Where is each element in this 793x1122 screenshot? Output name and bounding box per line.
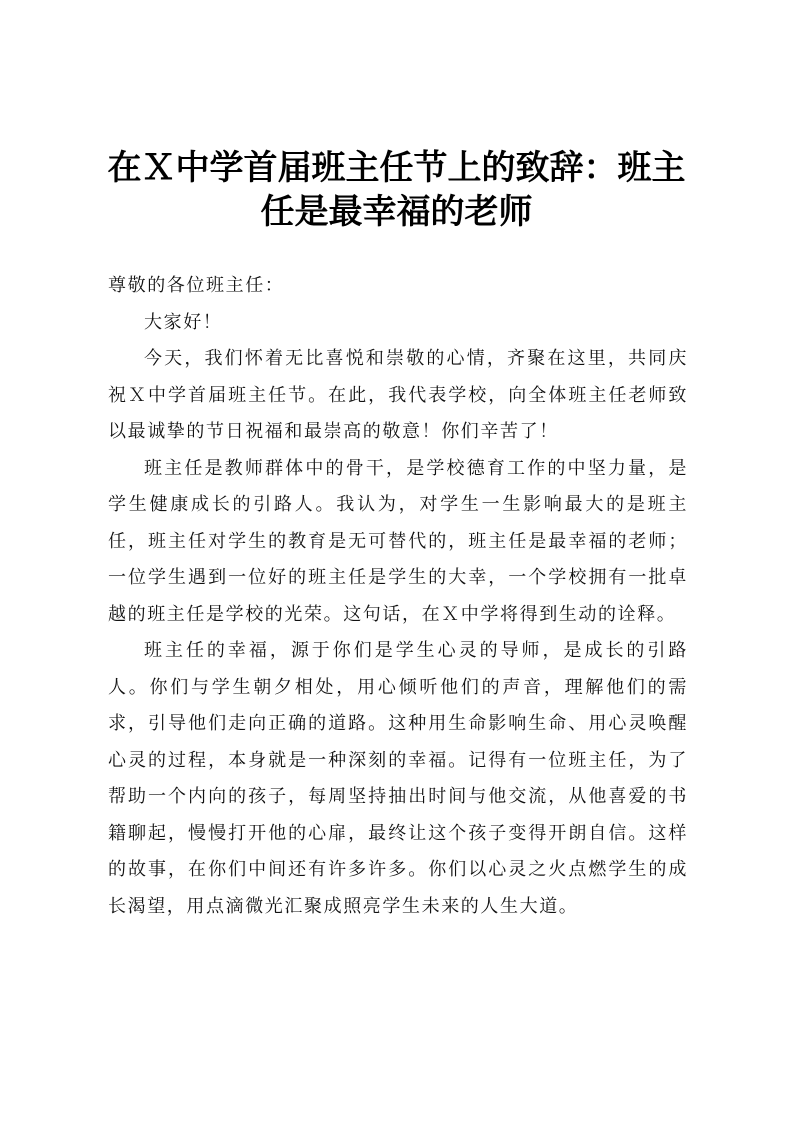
paragraph-happiness: 班主任的幸福，源于你们是学生心灵的导师，是成长的引路人。你们与学生朝夕相处，用心倾听他们的声音，理解他们的需求，引导他们走向正确的道路。这种用生命影响生命、用心灵唤醒心灵的过程，本身就是一种深刻的幸福。记得有一位班主任，为了帮助一个内向的孩子，每周坚持抽出时间与他交流，从他喜爱的书籍聊起，慢慢打开他的心扉，最终让这个孩子变得开朗自信。这样的故事，在你们中间还有许多许多。你们以心灵之火点燃学生的成长渴望，用点滴微光汇聚成照亮学生未来的人生大道。 — [108, 640, 688, 917]
salutation: 尊敬的各位班主任： — [108, 275, 285, 296]
document-body — [108, 268, 688, 925]
paragraph-opening: 今天，我们怀着无比喜悦和崇敬的心情，齐聚在这里，共同庆祝Ｘ中学首届班主任节。在此，我代表学校，向全体班主任老师致以最诚挚的节日祝福和最崇高的敬意！你们辛苦了！ — [108, 348, 688, 442]
document-title: 在Ｘ中学首届班主任节上的致辞：班主任是最幸福的老师 — [107, 148, 686, 232]
paragraph-greeting: 大家好！ — [144, 311, 223, 333]
paragraph-role: 班主任是教师群体中的骨干，是学校德育工作的中坚力量，是学生健康成长的引路人。我认为，对学生一生影响最大的是班主任，班主任对学生的教育是无可替代的，班主任是最幸福的老师；一位学生遇到一位好的班主任是学生的大幸，一个学校拥有一批卓越的班主任是学校的光荣。这句话，在Ｘ中学将得到生动的诠释。 — [108, 457, 688, 625]
